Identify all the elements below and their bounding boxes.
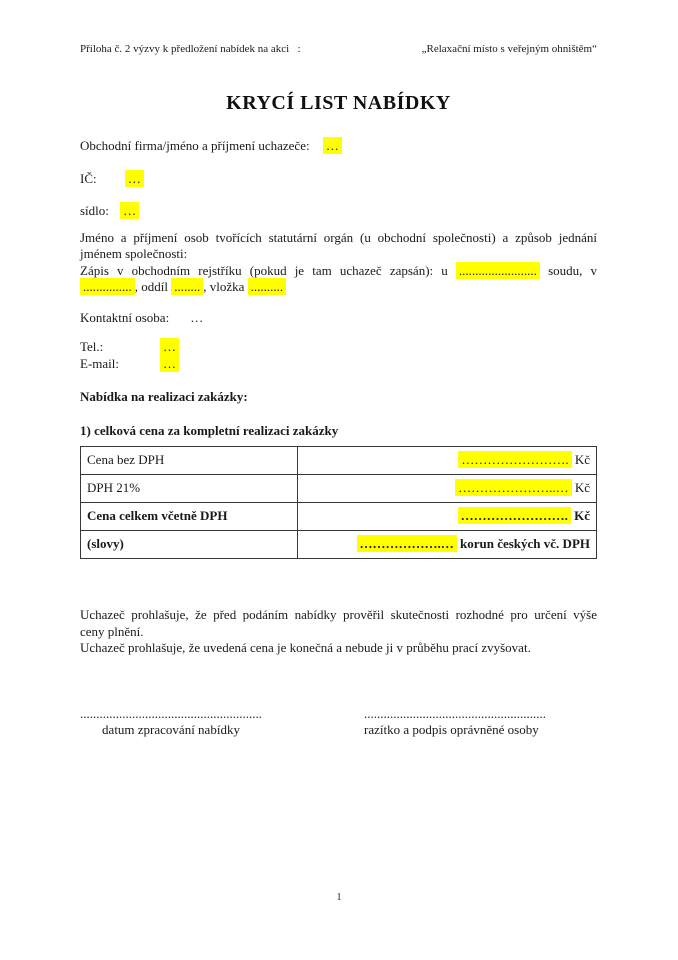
signature-date-line: ........................................................: [80, 706, 262, 721]
page-number: 1: [336, 891, 342, 903]
declaration-line-3: Uchazeč prohlašuje, že uvedená cena je konečná a nebude ji v průběhu prací zvyšovat.: [80, 640, 531, 655]
document-title: KRYCÍ LIST NABÍDKY: [226, 92, 451, 114]
page-header: [80, 42, 597, 56]
signature-date-block: [80, 707, 262, 738]
registry-court-placeholder: ........................: [456, 262, 540, 279]
price-words-unit: korun českých vč. DPH: [460, 536, 590, 552]
price-row-vat-label: DPH 21%: [81, 475, 298, 503]
registry-oddil-placeholder: ........: [171, 278, 203, 295]
statutory-paragraph: [80, 230, 597, 263]
contact-tel-placeholder: …: [160, 338, 179, 355]
registry-vlozka-label: , vložka: [203, 279, 248, 294]
header-left-text: Příloha č. 2 výzvy k předložení nabídek na akci :: [80, 43, 301, 55]
price-table: [80, 446, 597, 559]
declaration-paragraph: [80, 607, 597, 657]
price-row-total-label: Cena celkem včetně DPH: [81, 503, 298, 531]
price-net-unit: Kč: [574, 452, 590, 468]
price-vat-placeholder: …………………..…: [455, 479, 572, 496]
offer-heading: Nabídka na realizaci zakázky:: [80, 389, 248, 404]
field-sidlo-placeholder: …: [120, 202, 139, 219]
contact-email-label: E-mail:: [80, 355, 119, 371]
contact-email-row: [80, 356, 597, 373]
price-row-words-value: [298, 531, 597, 559]
statutory-line-1: Jméno a příjmení osob tvořících statutární orgán (u obchodní společnosti) a způsob jednání: [80, 229, 597, 245]
contact-person-label: Kontaktní osoba:: [80, 309, 170, 325]
declaration-line-1: Uchazeč prohlašuje, že před podáním nabídky prověřil skutečnosti rozhodné pro určení výše: [80, 607, 597, 622]
signature-row: [80, 707, 597, 738]
price-words-placeholder: ……………….…: [357, 535, 457, 552]
signature-stamp-line: ........................................................: [364, 706, 546, 721]
price-row-words-label: (slovy): [81, 531, 298, 559]
price-total-placeholder: …………………….: [458, 507, 571, 524]
field-ic-label: IČ:: [80, 170, 97, 186]
contact-email-placeholder: …: [160, 355, 179, 372]
field-sidlo: [80, 203, 597, 220]
field-company-placeholder: …: [323, 137, 342, 154]
contact-person-value: …: [190, 309, 204, 325]
field-ic: [80, 171, 597, 188]
field-ic-placeholder: …: [125, 170, 144, 187]
registry-line1-text: Zápis v obchodním rejstříku (pokud je tam uchazeč zapsán): u: [80, 262, 448, 278]
price-vat-unit: Kč: [574, 480, 590, 496]
registry-vlozka-placeholder: ..........: [248, 278, 287, 295]
contact-tel-label: Tel.:: [80, 339, 104, 354]
registry-line-2: [80, 279, 597, 296]
price-row-net-value: [298, 447, 597, 475]
registry-paragraph: [80, 263, 597, 296]
price-row-total: [81, 503, 597, 531]
registry-city-placeholder: ...............: [80, 278, 135, 295]
contact-tel-row: [80, 339, 597, 356]
price-row-net: [81, 447, 597, 475]
field-company-label: Obchodní firma/jméno a příjmení uchazeče:: [80, 138, 310, 153]
price-row-vat: [81, 475, 597, 503]
statutory-line-2: jménem společnosti:: [80, 246, 188, 261]
registry-line1-tail: soudu, v: [548, 262, 598, 278]
signature-date-label: datum zpracování nabídky: [102, 721, 240, 737]
total-price-heading: 1) celková cena za kompletní realizaci zakázky: [80, 422, 339, 438]
price-net-placeholder: …………………….: [458, 451, 571, 468]
price-row-total-value: [298, 503, 597, 531]
declaration-line-2: ceny plnění.: [80, 623, 144, 639]
price-row-words: [81, 531, 597, 559]
contact-tel-email: [80, 339, 597, 372]
field-sidlo-label: sídlo:: [80, 203, 109, 218]
contact-person-row: [80, 310, 597, 327]
price-row-vat-value: [298, 475, 597, 503]
price-row-net-label: Cena bez DPH: [81, 447, 298, 475]
signature-stamp-block: [364, 707, 564, 738]
signature-stamp-label: razítko a podpis oprávněné osoby: [364, 721, 539, 737]
registry-oddil-label: , oddíl: [134, 279, 172, 294]
header-right-text: „Relaxační místo s veřejným ohništěm“: [421, 43, 597, 55]
field-company: [80, 138, 597, 155]
registry-line-1: [80, 263, 597, 280]
price-total-unit: Kč: [574, 508, 590, 524]
